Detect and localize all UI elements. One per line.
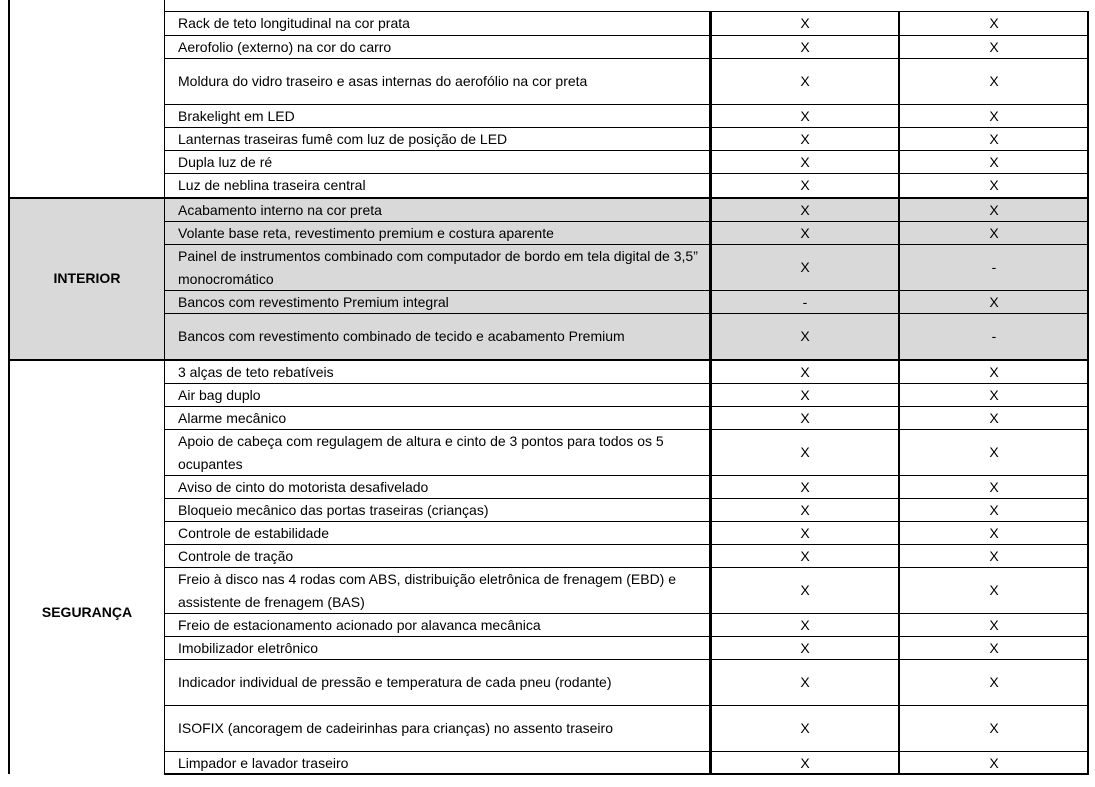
row-item-label: 3 alças de teto rebatíveis — [178, 364, 334, 380]
row-version-1-mark: X — [800, 478, 810, 495]
row-item-label: ISOFIX (ancoragem de cadeirinhas para crianças) no assento traseiro — [178, 720, 613, 736]
row-version-1-mark: X — [800, 38, 810, 55]
row-item-label: Freio à disco nas 4 rodas com ABS, distribuição eletrônica de frenagem (EBD) e assistente de frenagem (BAS) — [178, 570, 677, 610]
row-version-2-mark: X — [989, 444, 999, 460]
row-version-2-mark: X — [989, 754, 999, 771]
row-item-label: Rack de teto longitudinal na cor prata — [178, 15, 410, 31]
row-version-2-mark: X — [989, 73, 999, 89]
row-item-label: Bancos com revestimento combinado de tecido e acabamento Premium — [178, 328, 625, 344]
row-version-2-mark: X — [989, 720, 999, 736]
row-version-1-mark: X — [800, 130, 810, 147]
row-version-1-mark: X — [800, 177, 810, 193]
row-version-1-mark: X — [800, 674, 810, 690]
row-version-1-mark: X — [800, 547, 810, 564]
row-item-label: Moldura do vidro traseiro e asas internas do aerofólio na cor preta — [178, 73, 588, 89]
category-seguranca: SEGURANÇA — [41, 604, 133, 620]
grid-line-vertical — [8, 0, 10, 774]
row-item-label: Air bag duplo — [178, 386, 261, 403]
row-version-2-mark: - — [991, 328, 997, 344]
row-item-label: Alarme mecânico — [178, 409, 287, 426]
row-item-label: Indicador individual de pressão e temperatura de cada pneu (rodante) — [178, 674, 612, 690]
grid-line-horizontal — [9, 197, 1089, 199]
row-item-label: Imobilizador eletrônico — [178, 639, 319, 656]
row-item-label: Aerofolio (externo) na cor do carro — [178, 38, 392, 55]
row-version-1-mark: X — [800, 754, 810, 771]
row-version-1-mark: X — [800, 224, 810, 241]
row-version-1-mark: X — [800, 501, 810, 518]
row-version-1-mark: X — [800, 153, 810, 170]
row-version-2-mark: X — [989, 177, 999, 193]
row-version-1-mark: - — [802, 293, 808, 310]
row-version-2-mark: X — [989, 639, 999, 656]
row-version-1-mark: X — [800, 639, 810, 656]
row-item-label: Painel de instrumentos combinado com computador de bordo em tela digital de 3,5” monocromático — [178, 247, 698, 287]
row-version-2-mark: X — [989, 364, 999, 380]
row-version-2-mark: X — [989, 524, 999, 541]
row-version-2-mark: X — [989, 582, 999, 598]
row-version-1-mark: X — [800, 409, 810, 426]
row-version-2-mark: X — [989, 478, 999, 495]
row-version-1-mark: X — [800, 15, 810, 31]
row-version-1-mark: X — [800, 444, 810, 460]
row-version-1-mark: X — [800, 386, 810, 403]
row-version-1-mark: X — [800, 616, 810, 633]
row-item-label: Controle de tração — [178, 547, 294, 564]
row-version-1-mark: X — [800, 202, 810, 218]
row-version-2-mark: X — [989, 224, 999, 241]
row-version-1-mark: X — [800, 720, 810, 736]
row-version-1-mark: X — [800, 328, 810, 344]
row-item-label: Apoio de cabeça com regulagem de altura e cinto de 3 pontos para todos os 5 ocupantes — [178, 432, 664, 472]
row-item-label: Limpador e lavador traseiro — [178, 754, 349, 771]
row-version-2-mark: X — [989, 674, 999, 690]
row-version-2-mark: X — [989, 15, 999, 31]
row-version-1-mark: X — [800, 582, 810, 598]
row-item-label: Dupla luz de ré — [178, 153, 273, 170]
row-version-1-mark: X — [800, 107, 810, 124]
row-version-2-mark: X — [989, 501, 999, 518]
row-item-label: Brakelight em LED — [178, 107, 295, 124]
row-version-2-mark: X — [989, 38, 999, 55]
row-item-label: Volante base reta, revestimento premium e costura aparente — [178, 224, 554, 241]
row-version-1-mark: X — [800, 524, 810, 541]
row-version-2-mark: - — [991, 259, 997, 275]
row-item-label: Controle de estabilidade — [178, 524, 329, 541]
row-version-1-mark: X — [800, 73, 810, 89]
row-version-1-mark: X — [800, 364, 810, 380]
row-version-1-mark: X — [800, 259, 810, 275]
row-version-2-mark: X — [989, 202, 999, 218]
row-version-2-mark: X — [989, 107, 999, 124]
category-interior: INTERIOR — [53, 270, 121, 286]
grid-line-horizontal — [9, 359, 1089, 361]
row-version-2-mark: X — [989, 293, 999, 310]
row-version-2-mark: X — [989, 547, 999, 564]
row-item-label: Lanternas traseiras fumê com luz de posição de LED — [178, 130, 508, 147]
row-version-2-mark: X — [989, 409, 999, 426]
row-item-label: Freio de estacionamento acionado por alavanca mecânica — [178, 616, 541, 633]
row-item-label: Aviso de cinto do motorista desafivelado — [178, 478, 429, 495]
row-version-2-mark: X — [989, 153, 999, 170]
row-item-label: Bancos com revestimento Premium integral — [178, 293, 449, 310]
row-item-label: Luz de neblina traseira central — [178, 177, 366, 193]
row-version-2-mark: X — [989, 616, 999, 633]
row-item-label: Acabamento interno na cor preta — [178, 202, 382, 218]
grid-line-vertical — [164, 0, 165, 775]
row-item-label: Bloqueio mecânico das portas traseiras (crianças) — [178, 501, 489, 518]
row-version-2-mark: X — [989, 130, 999, 147]
row-version-2-mark: X — [989, 386, 999, 403]
